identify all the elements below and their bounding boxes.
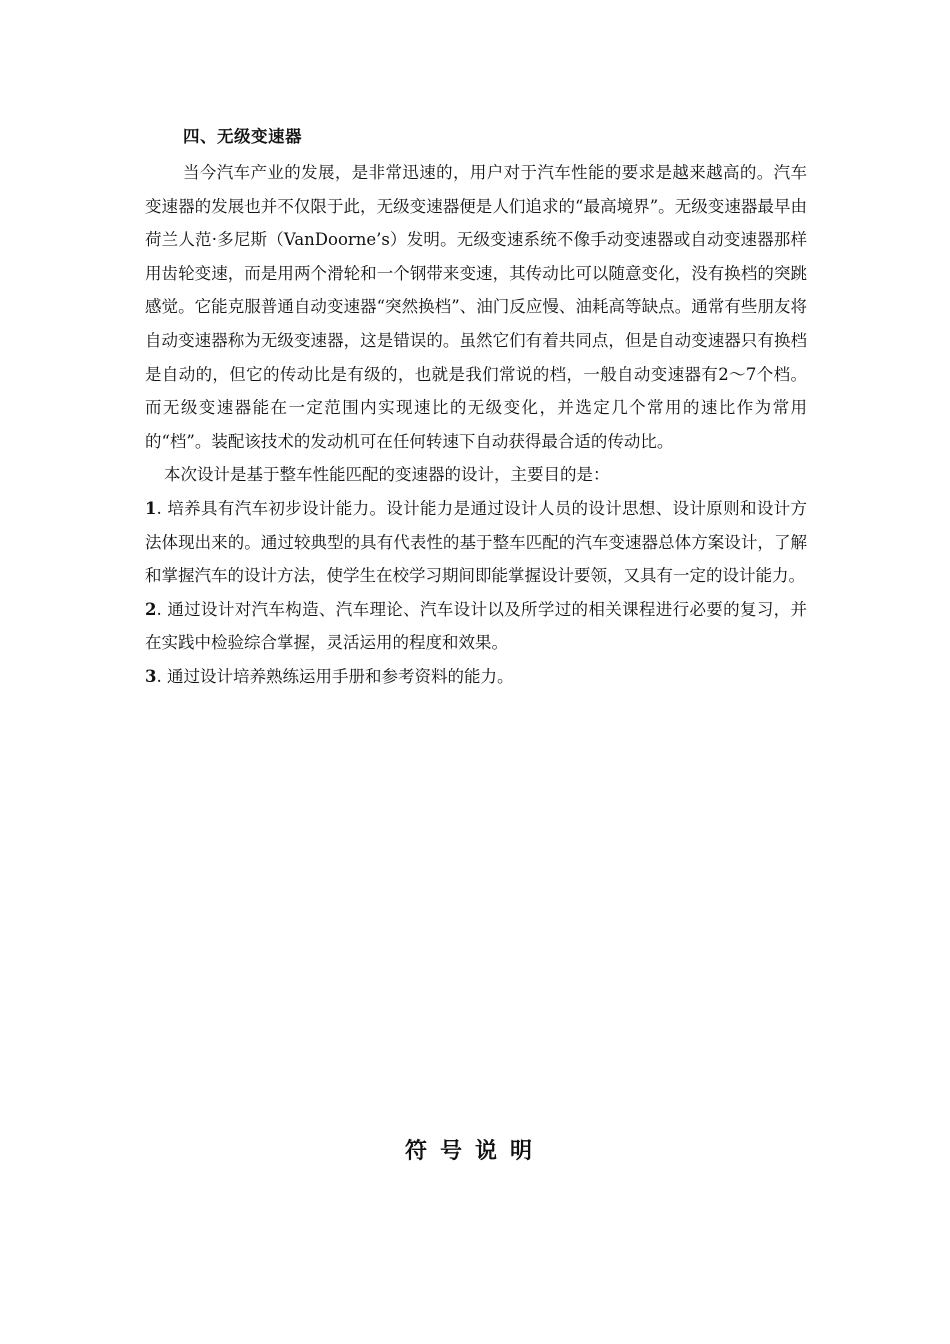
list-item-separator: . [156,666,167,686]
list-item-number: 1 [145,498,157,518]
list-item [145,660,807,694]
list-item-separator: . [156,498,168,518]
list-item-text: 通过设计培养熟练运用手册和参考资料的能力。 [166,666,514,686]
list-item-separator: . [156,599,168,619]
section-heading: 四、无级变速器 [183,127,302,146]
list-item-number: 3 [145,666,157,686]
list-item-number: 2 [145,599,157,619]
body-paragraph-design-purpose: 本次设计是基于整车性能匹配的变速器的设计，主要目的是： [164,465,610,485]
list-item-text: 培养具有汽车初步设计能力。设计能力是通过设计人员的设计思想、设计原则和设计方法体现出来的。通过较典型的具有代表性的基于整车匹配的汽车变速器总体方案设计，了解和掌握汽车的设计方法，使学生在校学习期间即能掌握设计要领，又具有一定的设计能力。 [145,498,808,586]
body-paragraph-cvt-intro: 当今汽车产业的发展，是非常迅速的，用户对于汽车性能的要求是越来越高的。汽车变速器的发展也并不仅限于此，无级变速器便是人们追求的“最高境界”。无级变速器最早由荷兰人范·多尼斯（VanDoorne’s）发明。无级变速系统不像手动变速器或自动变速器那样用齿轮变速，而是用两个滑轮和一个钢带来变速，其传动比可以随意变化，没有换档的突跳感觉。它能克服普通自动变速器“突然换档”、油门反应慢、油耗高等缺点。通常有些朋友将自动变速器称为无级变速器，这是错误的。虽然它们有着共同点，但是自动变速器只有换档是自动的，但它的传动比是有级的，也就是我们常说的档，一般自动变速器有2～7个档。而无级变速器能在一定范围内实现速比的无级变化，并选定几个常用的速比作为常用的“档”。装配该技术的发动机可在任何转速下自动获得最合适的传动比。 [145,163,807,451]
list-item [145,593,807,660]
list-item [145,492,807,593]
list-item-text: 通过设计对汽车构造、汽车理论、汽车设计以及所学过的相关课程进行必要的复习，并在实践中检验综合掌握，灵活运用的程度和效果。 [145,599,808,653]
symbols-section-title: 符号说明 [404,1139,545,1164]
section-body [145,122,807,694]
